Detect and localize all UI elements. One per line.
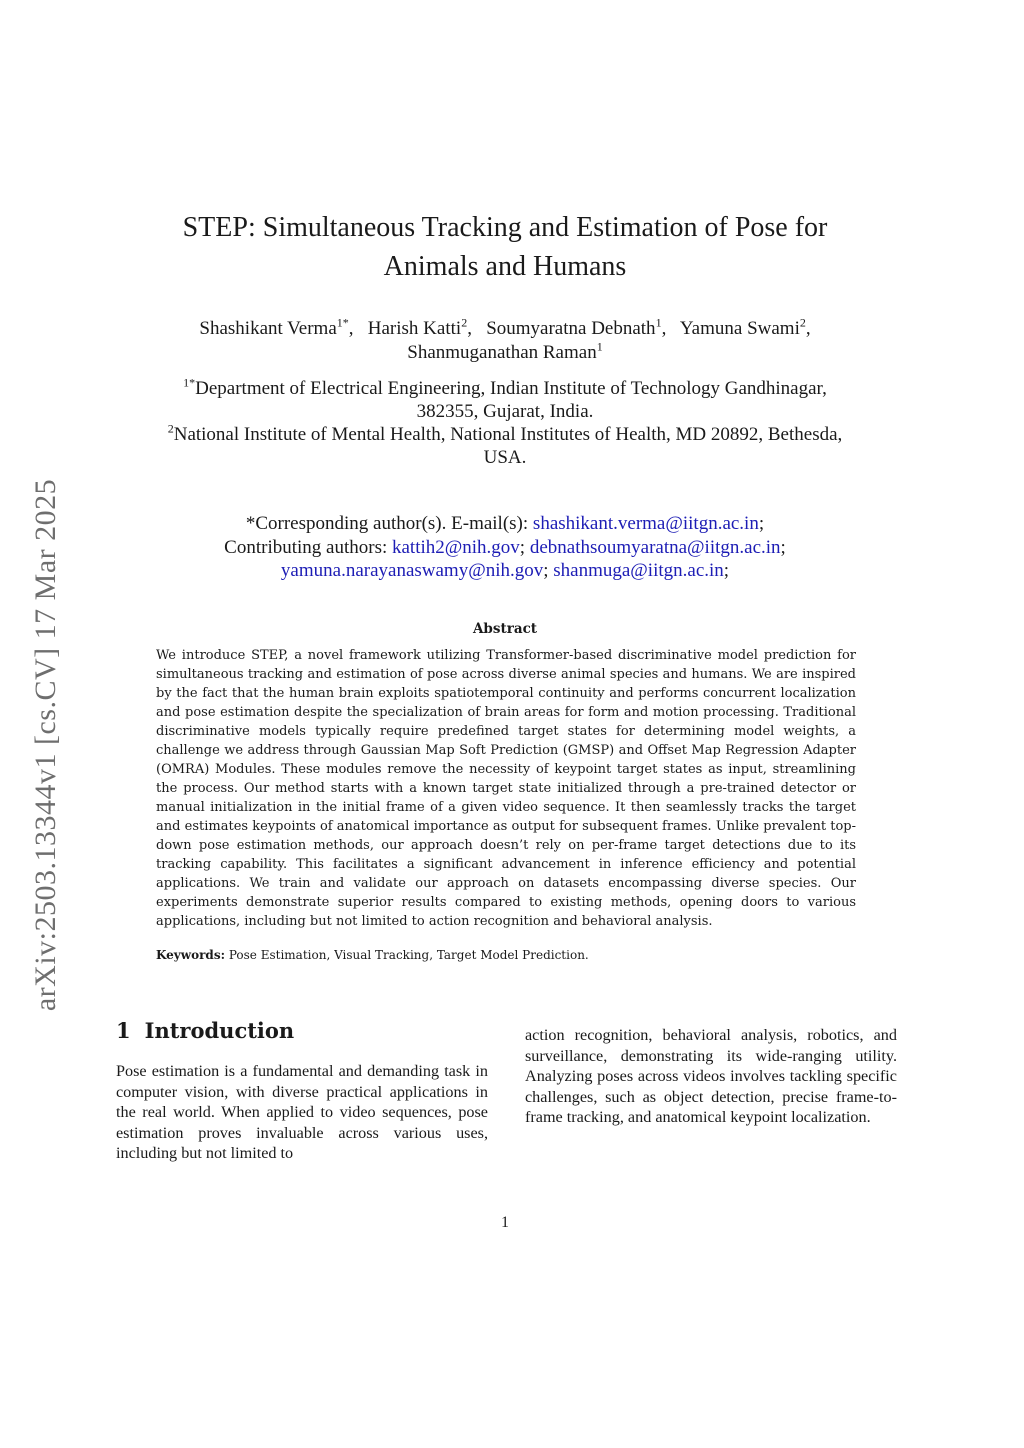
page-number: 1	[501, 1214, 509, 1231]
keywords-text: Pose Estimation, Visual Tracking, Target Model Prediction.	[225, 948, 589, 962]
author: Yamuna Swami$^2$,	[679, 315, 811, 339]
author: Shanmuganathan Raman$^1$	[407, 339, 603, 363]
email-link[interactable]: shashikant.verma@iitgn.ac.in	[532, 513, 759, 534]
intro-column-right: action recognition, behavioral analysis, robotics, and surveillance, demonstrating its wide-ranging utility. Analyzing poses across videos involves tackling specific challenges, such as object detection, precise frame-to-frame tracking, and anatomical keypoint localization.	[525, 1026, 897, 1127]
paper-title	[130, 208, 880, 286]
keywords	[156, 946, 856, 964]
arxiv-identifier-stamp: arXiv:2503.13344v1 [cs.CV] 17 Mar 2025	[29, 478, 62, 1012]
title-line-2: Animals and Humans	[383, 251, 627, 282]
abstract-heading: Abstract	[472, 621, 538, 637]
corresponding-author-line: *Corresponding author(s). E-mail(s): shashikant.verma@iitgn.ac.in;	[245, 513, 765, 534]
email-link[interactable]: kattih2@nih.gov	[392, 536, 520, 558]
keywords-label: Keywords:	[156, 948, 226, 962]
abstract-text: We introduce STEP, a novel framework utilizing Transformer-based discriminative model prediction for simultaneous tracking and estimation of pose across diverse animal species and humans. We are inspired by the fact that the human brain exploits spatiotemporal continuity and performs concurrent localization and pose estimation despite the specialization of brain areas for form and motion processing. Traditional discriminative models typically require predefined target states for determining model weights, a challenge we address through Gaussian Map Soft Prediction (GMSP) and Offset Map Regression Adapter (OMRA) Modules. These modules remove the necessity of keypoint target states as input, streamlining the process. Our method starts with a known target state initialized through a pre-trained detector or manual initialization in the initial frame of a given video sequence. It then seamlessly tracks the target and estimates keypoints of anatomical importance as output for subsequent frames. Unlike prevalent top-down pose estimation methods, our approach doesn’t rely on per-frame target detections due to its tracking capability. This facilitates a significant advancement in inference efficiency and potential applications. We train and validate our approach on datasets encompassing diverse species. Our experiments demonstrate superior results compared to existing methods, opening doors to various applications, including but not limited to action recognition and behavioral analysis.	[156, 648, 856, 929]
title-line-1: STEP: Simultaneous Tracking and Estimation of Pose for	[182, 212, 828, 243]
author: Shashikant Verma$^{1*}$,	[199, 315, 364, 339]
contributing-authors-line: Contributing authors: kattih2@nih.gov; debnathsoumyaratna@iitgn.ac.in; yamuna.narayanaswamy@nih.gov; shanmuga@iitgn.ac.in;	[224, 536, 786, 581]
affiliation-list	[120, 377, 890, 469]
section-title: Introduction	[144, 1018, 295, 1043]
email-link[interactable]: debnathsoumyaratna@iitgn.ac.in	[529, 536, 781, 558]
contact-info	[120, 512, 890, 583]
section-heading	[116, 1018, 294, 1043]
intro-column-left: Pose estimation is a fundamental and demanding task in computer vision, with diverse practical applications in the real world. When applied to video sequences, pose estimation proves invaluable across various uses, including but not limited to	[116, 1062, 488, 1163]
email-link[interactable]: yamuna.narayanaswamy@nih.gov	[280, 560, 544, 581]
affiliation: $^{1*}$Department of Electrical Engineering, Indian Institute of Technology Gandhinagar, 382355, Gujarat, India.	[183, 375, 827, 422]
affiliation: $^2$National Institute of Mental Health, National Institutes of Health, MD 20892, Bethesda, USA.	[167, 421, 843, 468]
section-number: 1	[116, 1018, 131, 1043]
author-list	[120, 317, 890, 365]
author: Soumyaratna Debnath$^1$,	[486, 315, 676, 339]
email-link[interactable]: shanmuga@iitgn.ac.in	[553, 560, 724, 581]
author: Harish Katti$^2$,	[367, 315, 482, 339]
